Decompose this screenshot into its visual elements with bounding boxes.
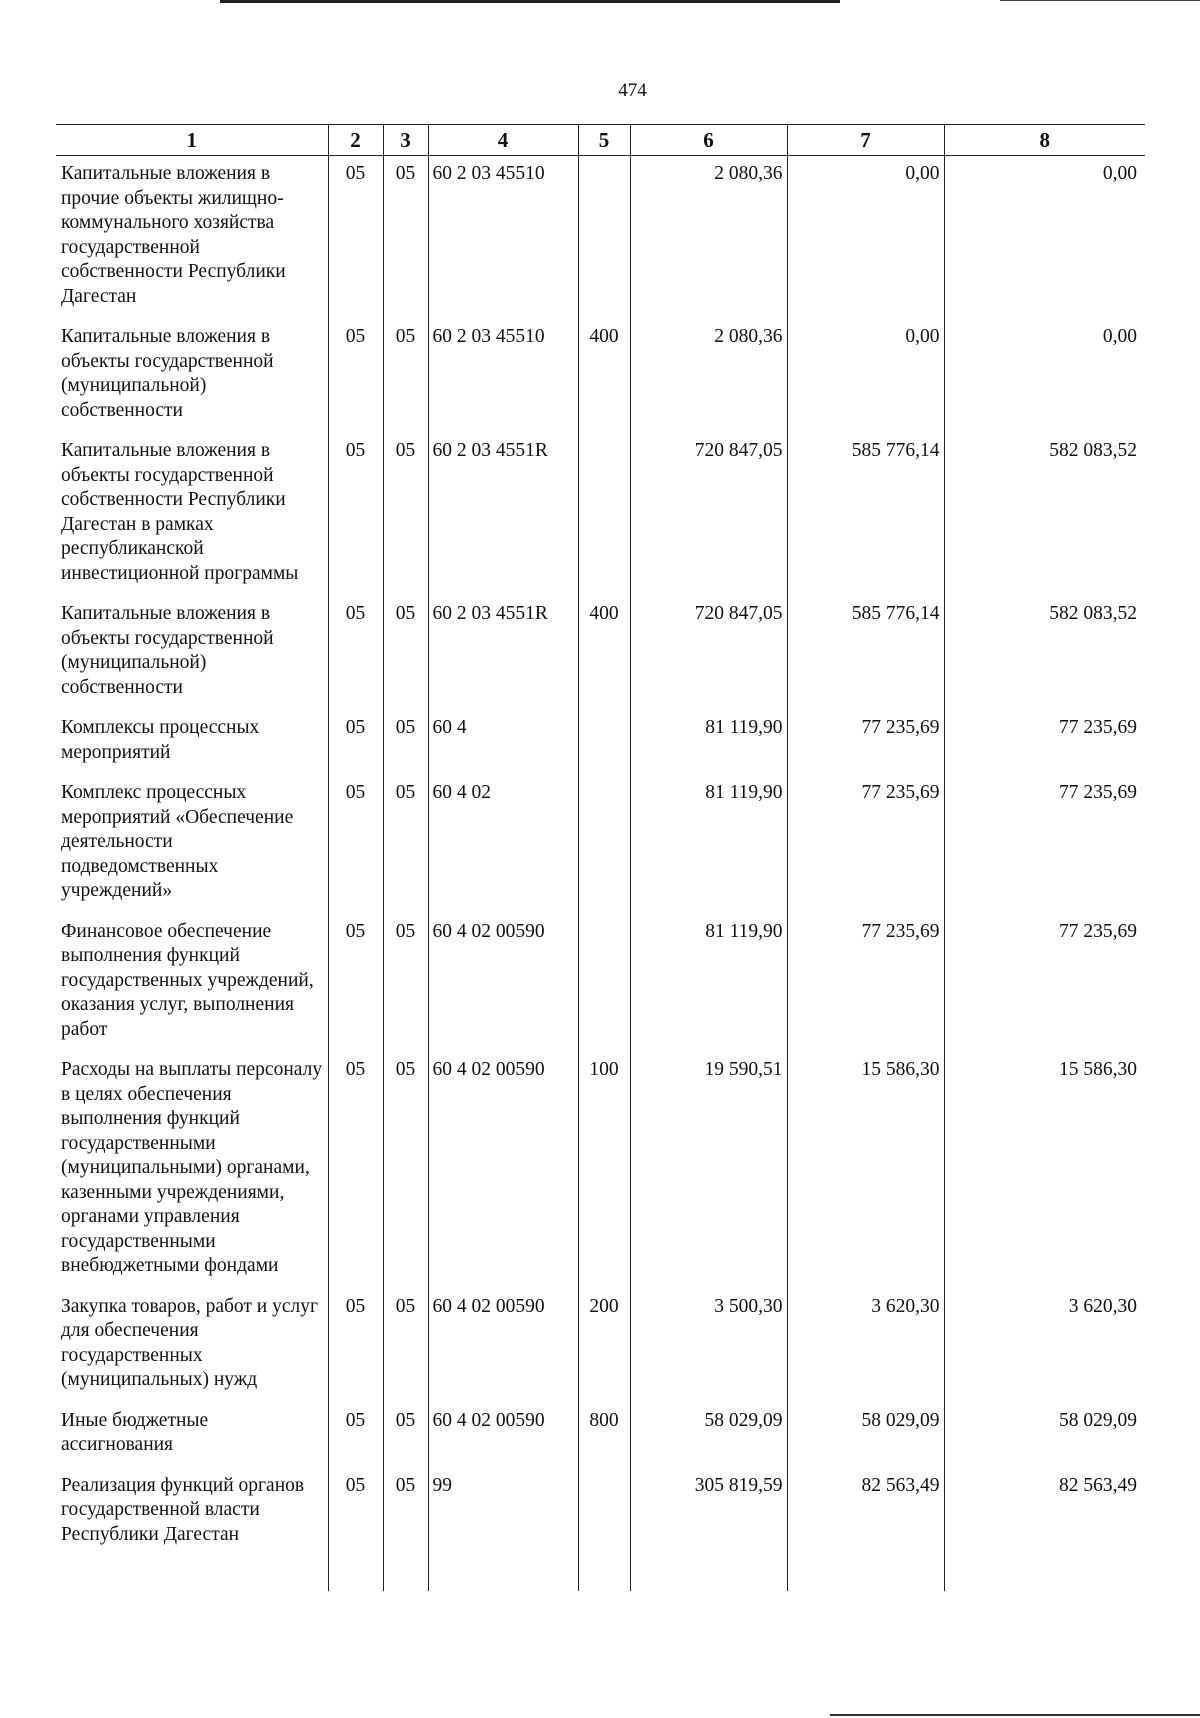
amount-col8-cell: 15 586,30 — [944, 1054, 1145, 1291]
row-name-cell: Комплексы процессных мероприятий — [61, 717, 260, 763]
amount-col7-cell: 0,00 — [787, 321, 944, 435]
subsection-cell: 05 — [383, 321, 428, 435]
amount-col6-cell: 2 080,36 — [630, 321, 787, 435]
target-article-cell: 60 4 — [428, 712, 578, 777]
amount-col7-cell: 15 586,30 — [787, 1054, 944, 1291]
expense-type-cell: 100 — [578, 1054, 630, 1291]
amount-col8-cell: 77 235,69 — [944, 777, 1145, 916]
section-cell: 05 — [328, 321, 383, 435]
expense-type-cell: 400 — [578, 321, 630, 435]
target-article-cell: 60 2 03 4551R — [428, 435, 578, 598]
header-row — [56, 125, 1145, 156]
spacer-cell — [944, 1559, 1145, 1591]
spacer-cell — [383, 1559, 428, 1591]
row-name-cell: Капитальные вложения в прочие объекты жилищно-коммунального хозяйства государственной собственности Республики Дагестан — [61, 163, 286, 307]
column-header-1: 1 — [56, 125, 328, 156]
subsection-cell: 05 — [383, 598, 428, 712]
amount-col6-cell: 305 819,59 — [630, 1470, 787, 1560]
table-row — [56, 321, 1145, 435]
spacer-cell — [578, 1559, 630, 1591]
amount-col6-cell: 81 119,90 — [630, 777, 787, 916]
amount-col8-cell: 582 083,52 — [944, 598, 1145, 712]
row-name-cell: Капитальные вложения в объекты государственной собственности Республики Дагестан в рамках республиканской инвестиционной программы — [61, 440, 299, 584]
amount-col7-cell: 3 620,30 — [787, 1291, 944, 1405]
expense-type-cell — [578, 712, 630, 777]
scan-top-border — [220, 0, 840, 3]
amount-col6-cell: 3 500,30 — [630, 1291, 787, 1405]
amount-col8-cell: 77 235,69 — [944, 916, 1145, 1055]
column-header-2: 2 — [328, 125, 383, 156]
section-cell: 05 — [328, 916, 383, 1055]
subsection-cell: 05 — [383, 712, 428, 777]
section-cell: 05 — [328, 1054, 383, 1291]
expense-type-cell — [578, 156, 630, 322]
target-article-cell: 60 4 02 00590 — [428, 916, 578, 1055]
amount-col7-cell: 77 235,69 — [787, 712, 944, 777]
amount-col7-cell: 77 235,69 — [787, 777, 944, 916]
row-name-cell: Комплекс процессных мероприятий «Обеспечение деятельности подведомственных учреждений» — [61, 782, 294, 901]
section-cell: 05 — [328, 1291, 383, 1405]
column-header-3: 3 — [383, 125, 428, 156]
section-cell: 05 — [328, 712, 383, 777]
row-name-cell: Капитальные вложения в объекты государственной (муниципальной) собственности — [61, 326, 274, 421]
target-article-cell: 99 — [428, 1470, 578, 1560]
subsection-cell: 05 — [383, 435, 428, 598]
table-row — [56, 435, 1145, 598]
budget-allocation-table — [56, 124, 1145, 1591]
page-number: 474 — [618, 80, 647, 101]
scan-top-border-right — [1000, 0, 1200, 1]
amount-col8-cell: 77 235,69 — [944, 712, 1145, 777]
target-article-cell: 60 2 03 4551R — [428, 598, 578, 712]
expense-type-cell — [578, 1470, 630, 1560]
table-row — [56, 1470, 1145, 1560]
amount-col7-cell: 77 235,69 — [787, 916, 944, 1055]
amount-col7-cell: 585 776,14 — [787, 435, 944, 598]
table-row — [56, 1291, 1145, 1405]
amount-col6-cell: 58 029,09 — [630, 1405, 787, 1470]
section-cell: 05 — [328, 598, 383, 712]
amount-col8-cell: 58 029,09 — [944, 1405, 1145, 1470]
table-body — [56, 156, 1145, 1592]
amount-col6-cell: 720 847,05 — [630, 435, 787, 598]
section-cell: 05 — [328, 156, 383, 322]
subsection-cell: 05 — [383, 1291, 428, 1405]
expense-type-cell: 200 — [578, 1291, 630, 1405]
table-row — [56, 156, 1145, 322]
spacer-cell — [428, 1559, 578, 1591]
amount-col7-cell: 82 563,49 — [787, 1470, 944, 1560]
subsection-cell: 05 — [383, 1405, 428, 1470]
spacer-cell — [630, 1559, 787, 1591]
section-cell: 05 — [328, 435, 383, 598]
table-row — [56, 712, 1145, 777]
row-name-cell: Расходы на выплаты персоналу в целях обеспечения выполнения функций государственными (муниципальными) органами, казенными учреждениями, органами управления государственными внебюджетными фондами — [61, 1059, 323, 1276]
section-cell: 05 — [328, 1470, 383, 1560]
target-article-cell: 60 4 02 00590 — [428, 1054, 578, 1291]
subsection-cell: 05 — [383, 777, 428, 916]
amount-col7-cell: 585 776,14 — [787, 598, 944, 712]
table-row — [56, 598, 1145, 712]
section-cell: 05 — [328, 777, 383, 916]
column-header-6: 6 — [630, 125, 787, 156]
row-name-cell: Финансовое обеспечение выполнения функций государственных учреждений, оказания услуг, выполнения работ — [61, 920, 314, 1040]
row-name-cell: Реализация функций органов государственной власти Республики Дагестан — [61, 1474, 305, 1545]
expense-type-cell — [578, 777, 630, 916]
amount-col6-cell: 2 080,36 — [630, 156, 787, 322]
table-tail-spacer — [56, 1559, 1145, 1591]
section-cell: 05 — [328, 1405, 383, 1470]
amount-col6-cell: 81 119,90 — [630, 712, 787, 777]
amount-col7-cell: 58 029,09 — [787, 1405, 944, 1470]
amount-col8-cell: 582 083,52 — [944, 435, 1145, 598]
subsection-cell: 05 — [383, 1470, 428, 1560]
row-name-cell: Иные бюджетные ассигнования — [61, 1409, 209, 1455]
expense-type-cell — [578, 916, 630, 1055]
target-article-cell: 60 2 03 45510 — [428, 156, 578, 322]
expense-type-cell — [578, 435, 630, 598]
subsection-cell: 05 — [383, 916, 428, 1055]
amount-col7-cell: 0,00 — [787, 156, 944, 322]
target-article-cell: 60 4 02 00590 — [428, 1291, 578, 1405]
expense-type-cell: 800 — [578, 1405, 630, 1470]
column-header-4: 4 — [428, 125, 578, 156]
target-article-cell: 60 2 03 45510 — [428, 321, 578, 435]
amount-col6-cell: 81 119,90 — [630, 916, 787, 1055]
table-row — [56, 1054, 1145, 1291]
column-header-8: 8 — [944, 125, 1145, 156]
subsection-cell: 05 — [383, 1054, 428, 1291]
target-article-cell: 60 4 02 00590 — [428, 1405, 578, 1470]
table-row — [56, 1405, 1145, 1470]
spacer-cell — [56, 1559, 328, 1591]
row-name-cell: Закупка товаров, работ и услуг для обеспечения государственных (муниципальных) нужд — [61, 1295, 319, 1390]
amount-col6-cell: 720 847,05 — [630, 598, 787, 712]
amount-col6-cell: 19 590,51 — [630, 1054, 787, 1291]
scan-bottom-border — [830, 1714, 1200, 1716]
amount-col8-cell: 0,00 — [944, 321, 1145, 435]
target-article-cell: 60 4 02 — [428, 777, 578, 916]
amount-col8-cell: 82 563,49 — [944, 1470, 1145, 1560]
row-name-cell: Капитальные вложения в объекты государственной (муниципальной) собственности — [61, 603, 274, 698]
table-row — [56, 916, 1145, 1055]
column-header-5: 5 — [578, 125, 630, 156]
spacer-cell — [328, 1559, 383, 1591]
column-header-7: 7 — [787, 125, 944, 156]
amount-col8-cell: 0,00 — [944, 156, 1145, 322]
spacer-cell — [787, 1559, 944, 1591]
table-row — [56, 777, 1145, 916]
subsection-cell: 05 — [383, 156, 428, 322]
amount-col8-cell: 3 620,30 — [944, 1291, 1145, 1405]
expense-type-cell: 400 — [578, 598, 630, 712]
